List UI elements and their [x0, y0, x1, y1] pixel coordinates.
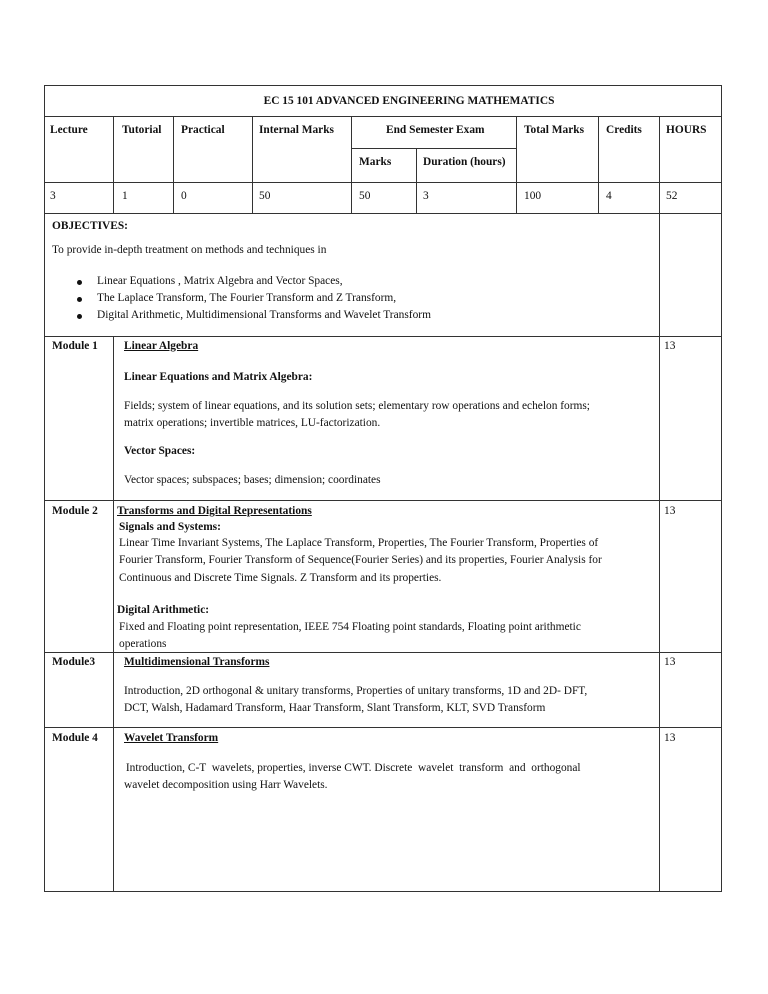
module-4-text: Introduction, C-T wavelets, properties, inverse CWT. Discrete wavelet transform and orthogonal [123, 762, 581, 774]
table-border-left [44, 85, 45, 892]
col-divider [516, 116, 517, 213]
value-tutorial: 1 [122, 190, 128, 202]
module-4-title: Wavelet Transform [124, 732, 219, 744]
col-divider [659, 116, 660, 213]
header-marks: Marks [359, 156, 392, 168]
module-2-label: Module 2 [52, 505, 98, 517]
module-1-subheading-1: Linear Equations and Matrix Algebra: [124, 371, 313, 383]
module-3-title: Multidimensional Transforms [124, 656, 270, 668]
module-2-text: Fourier Transform, Fourier Transform of Sequence(Fourier Series) and its properties, Fourier Analysis for [119, 554, 602, 566]
col-divider [598, 116, 599, 213]
module-1-text: Fields; system of linear equations, and its solution sets; elementary row operations and echelon forms; [124, 400, 590, 412]
module-4-label: Module 4 [52, 732, 98, 744]
module-3-hours: 13 [664, 656, 676, 668]
value-credits: 4 [606, 190, 612, 202]
bullet-icon [77, 297, 82, 302]
module-2-hours: 13 [664, 505, 676, 517]
header-end-semester-exam: End Semester Exam [386, 124, 485, 136]
course-title: EC 15 101 ADVANCED ENGINEERING MATHEMATICS [263, 95, 555, 107]
col-divider-module [113, 336, 114, 891]
value-duration: 3 [423, 190, 429, 202]
value-internal-marks: 50 [259, 190, 271, 202]
table-border-right [721, 85, 722, 892]
row-divider [44, 727, 722, 728]
table-border-top [44, 85, 722, 86]
value-lecture: 3 [50, 190, 56, 202]
objective-item: Linear Equations , Matrix Algebra and Vector Spaces, [97, 275, 343, 287]
module-2-text: operations [119, 638, 167, 650]
value-hours: 52 [666, 190, 678, 202]
col-divider [351, 116, 352, 213]
col-divider [173, 116, 174, 213]
module-3-label: Module3 [52, 656, 96, 668]
module-1-label: Module 1 [52, 340, 98, 352]
module-4-text: wavelet decomposition using Harr Wavelets. [124, 779, 328, 791]
row-divider [44, 182, 722, 183]
row-divider [44, 213, 722, 214]
module-2-title: Transforms and Digital Representations [117, 505, 312, 517]
objective-item: Digital Arithmetic, Multidimensional Transforms and Wavelet Transform [97, 309, 431, 321]
module-1-hours: 13 [664, 340, 676, 352]
header-duration: Duration (hours) [423, 156, 506, 168]
module-1-text: Vector spaces; subspaces; bases; dimension; coordinates [124, 474, 381, 486]
module-4-hours: 13 [664, 732, 676, 744]
header-credits: Credits [606, 124, 642, 136]
row-divider [351, 148, 516, 149]
module-2-subheading-1: Signals and Systems: [119, 521, 221, 533]
row-divider [44, 336, 722, 337]
module-2-text: Linear Time Invariant Systems, The Laplace Transform, Properties, The Fourier Transform, Properties of [119, 537, 599, 549]
col-divider-hours [659, 213, 660, 891]
col-divider [113, 116, 114, 213]
value-marks: 50 [359, 190, 371, 202]
col-divider [252, 116, 253, 213]
objectives-heading: OBJECTIVES: [52, 220, 128, 232]
bullet-icon [77, 280, 82, 285]
objective-item: The Laplace Transform, The Fourier Transform and Z Transform, [97, 292, 397, 304]
module-2-text: Fixed and Floating point representation, IEEE 754 Floating point standards, Floating point arithmetic [119, 621, 581, 633]
header-lecture: Lecture [50, 124, 88, 136]
col-divider [416, 148, 417, 213]
value-practical: 0 [181, 190, 187, 202]
row-divider [44, 500, 722, 501]
module-1-subheading-2: Vector Spaces: [124, 445, 196, 457]
header-total-marks: Total Marks [524, 124, 585, 136]
module-2-text: Continuous and Discrete Time Signals. Z Transform and its properties. [119, 572, 442, 584]
row-divider [44, 116, 722, 117]
header-internal-marks: Internal Marks [259, 124, 334, 136]
module-1-title: Linear Algebra [124, 340, 199, 352]
objectives-intro: To provide in-depth treatment on methods and techniques in [52, 244, 327, 256]
module-3-text: DCT, Walsh, Hadamard Transform, Haar Transform, Slant Transform, KLT, SVD Transform [124, 702, 546, 714]
header-tutorial: Tutorial [122, 124, 162, 136]
header-practical: Practical [181, 124, 225, 136]
value-total-marks: 100 [524, 190, 542, 202]
module-1-text: matrix operations; invertible matrices, LU-factorization. [124, 417, 381, 429]
table-border-bottom [44, 891, 722, 892]
module-3-text: Introduction, 2D orthogonal & unitary transforms, Properties of unitary transforms, 1D and 2D- DFT, [124, 685, 588, 697]
module-2-subheading-2: Digital Arithmetic: [117, 604, 210, 616]
header-hours: HOURS [666, 124, 707, 136]
row-divider [44, 652, 722, 653]
bullet-icon [77, 314, 82, 319]
